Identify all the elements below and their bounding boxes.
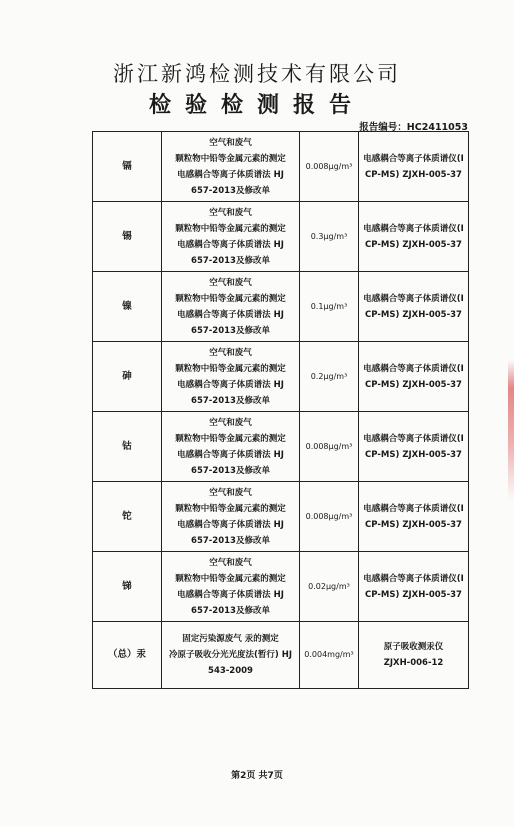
equipment-line: 电感耦合等离子体质谱仪(I: [363, 223, 464, 234]
table-row: [93, 552, 469, 622]
method-line: 电感耦合等离子体质谱法 HJ: [177, 449, 284, 460]
detection-limit-cell: 0.008μg/m³: [300, 132, 359, 202]
method-line: 颗粒物中铅等金属元素的测定: [175, 293, 286, 304]
equipment-line: CP-MS) ZJXH-005-37: [365, 449, 462, 460]
method-line: 电感耦合等离子体质谱法 HJ: [177, 169, 284, 180]
page-number: 第2页 共7页: [231, 771, 283, 781]
detection-limit-cell: 0.004mg/m³: [300, 622, 359, 689]
equipment-cell: [359, 132, 469, 202]
method-line: 空气和废气: [209, 487, 252, 498]
method-line: 657-2013及修改单: [191, 185, 270, 196]
equipment-line: CP-MS) ZJXH-005-37: [365, 379, 462, 390]
method-line: 空气和废气: [209, 207, 252, 218]
method-cell: [162, 342, 300, 412]
equipment-line: 电感耦合等离子体质谱仪(I: [363, 573, 464, 584]
method-cell: [162, 412, 300, 482]
method-line: 空气和废气: [209, 137, 252, 148]
method-cell: [162, 622, 300, 689]
element-cell: 砷: [93, 342, 162, 412]
method-line: 空气和废气: [209, 417, 252, 428]
method-line: 657-2013及修改单: [191, 255, 270, 266]
method-line: 电感耦合等离子体质谱法 HJ: [177, 309, 284, 320]
method-line: 657-2013及修改单: [191, 395, 270, 406]
table-row: [93, 132, 469, 202]
method-line: 空气和废气: [209, 277, 252, 288]
company-name: 浙江新鸿检测技术有限公司: [113, 62, 401, 86]
method-line: 543-2009: [208, 666, 253, 676]
element-cell: 锡: [93, 202, 162, 272]
method-line: 颗粒物中铅等金属元素的测定: [175, 433, 286, 444]
method-cell: [162, 552, 300, 622]
equipment-line: CP-MS) ZJXH-005-37: [365, 309, 462, 320]
equipment-cell: [359, 272, 469, 342]
equipment-line: 电感耦合等离子体质谱仪(I: [363, 363, 464, 374]
table-row: [93, 482, 469, 552]
method-line: 冷原子吸收分光光度法(暂行) HJ: [168, 650, 292, 660]
method-line: 颗粒物中铅等金属元素的测定: [175, 223, 286, 234]
report-number: 报告编号：HC2411053: [359, 122, 468, 133]
method-line: 657-2013及修改单: [191, 325, 270, 336]
method-line: 颗粒物中铅等金属元素的测定: [175, 363, 286, 374]
method-line: 电感耦合等离子体质谱法 HJ: [177, 379, 284, 390]
method-line: 颗粒物中铅等金属元素的测定: [175, 153, 286, 164]
method-cell: [162, 272, 300, 342]
element-cell: 铊: [93, 482, 162, 552]
method-cell: [162, 482, 300, 552]
equipment-cell: [359, 202, 469, 272]
equipment-cell: [359, 342, 469, 412]
equipment-cell: [359, 622, 469, 689]
detection-limit-cell: 0.2μg/m³: [300, 342, 359, 412]
element-cell: 锑: [93, 552, 162, 622]
detection-limit-cell: 0.02μg/m³: [300, 552, 359, 622]
method-cell: [162, 202, 300, 272]
seal-stamp-edge: [508, 360, 514, 500]
table-row: [93, 622, 469, 689]
method-line: 657-2013及修改单: [191, 535, 270, 546]
equipment-line: CP-MS) ZJXH-005-37: [365, 239, 462, 250]
equipment-line: ZJXH-006-12: [383, 658, 444, 668]
method-line: 657-2013及修改单: [191, 605, 270, 616]
table-row: [93, 202, 469, 272]
detection-limit-cell: 0.008μg/m³: [300, 412, 359, 482]
equipment-line: CP-MS) ZJXH-005-37: [365, 169, 462, 180]
element-cell: 镍: [93, 272, 162, 342]
method-line: 电感耦合等离子体质谱法 HJ: [177, 589, 284, 600]
report-title: 检验检测报告: [148, 92, 365, 118]
detection-limit-cell: 0.1μg/m³: [300, 272, 359, 342]
equipment-line: CP-MS) ZJXH-005-37: [365, 519, 462, 530]
method-line: 657-2013及修改单: [191, 465, 270, 476]
equipment-line: 电感耦合等离子体质谱仪(I: [363, 433, 464, 444]
equipment-cell: [359, 412, 469, 482]
table-body: [93, 132, 469, 689]
detection-limit-cell: 0.008μg/m³: [300, 482, 359, 552]
equipment-line: 原子吸收测汞仪: [383, 642, 444, 652]
element-cell: 镉: [93, 132, 162, 202]
method-line: 电感耦合等离子体质谱法 HJ: [177, 519, 284, 530]
method-line: 颗粒物中铅等金属元素的测定: [175, 503, 286, 514]
equipment-line: 电感耦合等离子体质谱仪(I: [363, 503, 464, 514]
equipment-cell: [359, 482, 469, 552]
test-method-table: [92, 131, 469, 689]
method-line: 空气和废气: [209, 557, 252, 568]
table-row: [93, 342, 469, 412]
element-cell: 钴: [93, 412, 162, 482]
method-line: 空气和废气: [209, 347, 252, 358]
method-line: 颗粒物中铅等金属元素的测定: [175, 573, 286, 584]
equipment-line: 电感耦合等离子体质谱仪(I: [363, 153, 464, 164]
equipment-line: CP-MS) ZJXH-005-37: [365, 589, 462, 600]
equipment-line: 电感耦合等离子体质谱仪(I: [363, 293, 464, 304]
equipment-cell: [359, 552, 469, 622]
method-line: 电感耦合等离子体质谱法 HJ: [177, 239, 284, 250]
table-row: [93, 272, 469, 342]
detection-limit-cell: 0.3μg/m³: [300, 202, 359, 272]
table-row: [93, 412, 469, 482]
element-cell: （总）汞: [93, 622, 162, 689]
method-cell: [162, 132, 300, 202]
method-line: 固定污染源废气 汞的测定: [182, 634, 279, 644]
